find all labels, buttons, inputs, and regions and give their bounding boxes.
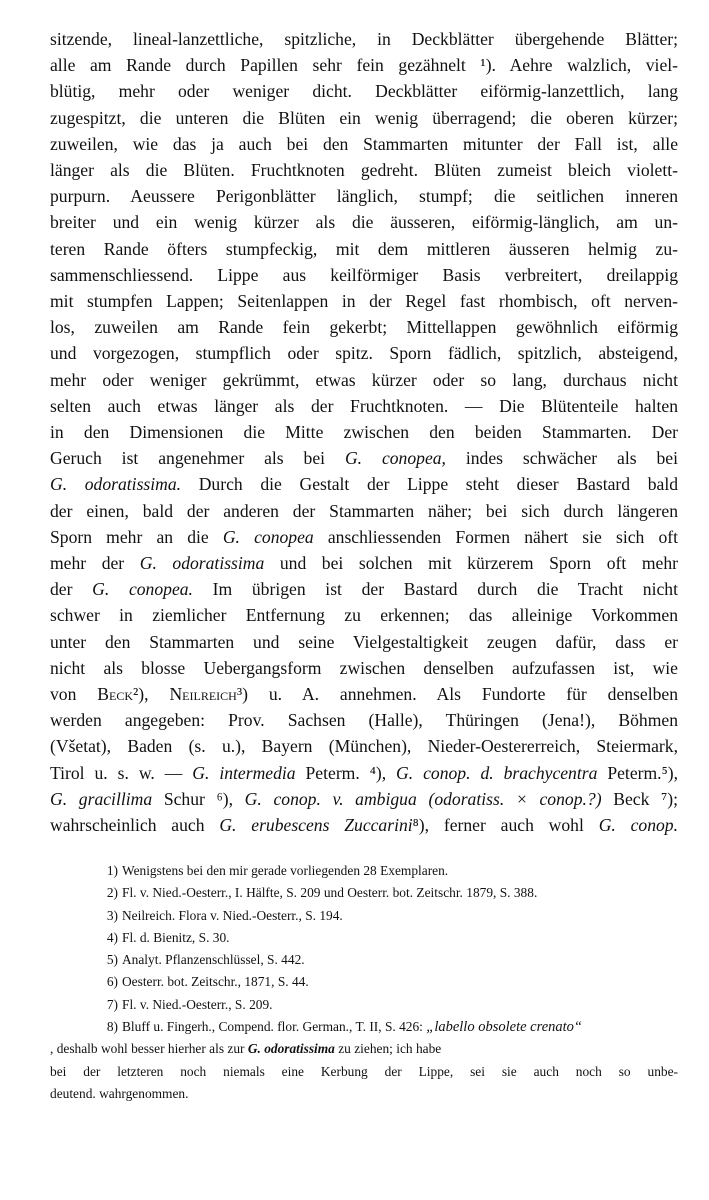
footnote-mark: 6)	[106, 974, 118, 990]
footnote-text: Fl. d. Bienitz, S. 30.	[122, 929, 230, 945]
footnote-mark: 7)	[106, 996, 118, 1012]
text-run: Schur ⁶),	[152, 788, 245, 809]
text-run: Im übrigen ist der Bastard durch die Tracht nicht	[192, 579, 678, 600]
species-name: G. erubescens Zuccarini	[219, 815, 413, 836]
text-line: und vorgezogen, stumpflich oder spitz. Sporn fädlich, spitzlich, absteigend,	[50, 343, 678, 364]
footnote-mark: 8)	[106, 1019, 118, 1035]
text-line	[50, 760, 678, 786]
footnote-text: Fl. v. Nied.-Oesterr., S. 209.	[122, 996, 273, 1012]
text-line: sammenschliessend. Lippe aus keilförmiger Basis verbreitert, dreilappig	[50, 264, 678, 285]
text-line: unter den Stammarten und seine Vielgestaltigkeit zeugen dafür, dass er	[50, 631, 678, 652]
text-line: (Všetat), Baden (s. u.), Bayern (München), Nieder-Oestererreich, Steiermark,	[50, 736, 678, 757]
text-run: der	[50, 579, 93, 600]
footnote-mark: 1)	[106, 863, 118, 878]
text-line	[50, 524, 678, 550]
species-name: G. conopea.	[92, 579, 193, 600]
text-line	[50, 812, 678, 838]
main-text	[50, 26, 678, 838]
footnote	[50, 971, 678, 993]
text-line: purpurn. Aeussere Perigonblätter länglich, stumpf; die seitlichen inneren	[50, 186, 678, 207]
text-run: Beck ⁷);	[601, 788, 678, 809]
footnote-mark: 2)	[106, 885, 118, 901]
text-run: anschliessenden Formen nähert sie sich oft	[313, 526, 678, 547]
text-line: blütig, mehr oder weniger dicht. Deckblätter eiförmig-lanzettlich, lang	[50, 81, 678, 102]
text-line: zuweilen, wie das ja auch bei den Stammarten mitunter der Fall ist, alle	[50, 133, 678, 154]
text-run: ³) u. A. annehmen. Als Fundorte für denselben	[236, 684, 679, 705]
footnote-mark: 4)	[106, 929, 118, 945]
text-run: Geruch ist angenehmer als bei	[50, 448, 345, 469]
species-name: G. odoratissima	[139, 553, 265, 574]
footnote-text: Wenigstens bei den mir gerade vorliegenden 28 Exemplaren.	[122, 863, 449, 878]
text-run: mehr der	[50, 553, 140, 574]
text-run: ²),	[133, 684, 170, 705]
text-line: nicht als blosse Uebergangsform zwischen denselben aufzufassen ist, wie	[50, 657, 678, 678]
text-line	[50, 550, 678, 576]
species-name: G. conopea	[222, 526, 314, 547]
text-line: alle am Rande durch Papillen sehr fein gezähnelt ¹). Aehre walzlich, viel-	[50, 55, 678, 76]
footnote-text: Fl. v. Nied.-Oesterr., I. Hälfte, S. 209 und Oesterr. bot. Zeitschr. 1879, S. 388.	[122, 885, 538, 901]
footnote-text: Bluff u. Fingerh., Compend. flor. German., T. II, S. 426:	[122, 1019, 427, 1035]
footnote-text: Oesterr. bot. Zeitschr., 1871, S. 44.	[122, 974, 309, 990]
footnote-mark: 3)	[106, 907, 118, 923]
species-name: G. conop. v. ambigua (odoratiss. × conop.?)	[244, 788, 602, 809]
text-run: von	[50, 684, 98, 705]
footnote	[50, 882, 678, 904]
species-name: G. conopea,	[344, 448, 446, 469]
text-run: und bei solchen mit kürzerem Sporn oft mehr	[264, 553, 678, 574]
footnote	[50, 994, 678, 1016]
text-line: teren Rande öfters stumpfeckig, mit dem mittleren äusseren helmig zu-	[50, 238, 678, 259]
text-line: länger als die Blüten. Fruchtknoten gedreht. Blüten zumeist bleich violett-	[50, 160, 678, 181]
text-line: in den Dimensionen die Mitte zwischen den beiden Stammarten. Der	[50, 422, 678, 443]
text-run: ⁸), ferner auch wohl	[412, 815, 599, 836]
text-line	[50, 471, 678, 497]
footnote-text: , deshalb wohl besser hierher als zur	[50, 1041, 248, 1057]
species-name	[248, 1041, 335, 1056]
author-name: Beck	[97, 684, 134, 705]
text-line	[50, 786, 678, 812]
footnote-text: zu ziehen; ich habe	[334, 1041, 442, 1057]
species-name: G. conop.	[598, 815, 678, 836]
species-name: G. conop. d. brachycentra	[396, 762, 598, 783]
species-name: G. odoratissima.	[50, 474, 182, 495]
latin-quote: „labello obsolete crenato“	[426, 1019, 582, 1036]
text-run: Durch die Gestalt der Lippe steht dieser Bastard bald	[181, 474, 679, 495]
text-run: wahrscheinlich auch	[50, 815, 220, 836]
text-line: los, zuweilen am Rande fein gekerbt; Mittellappen gewöhnlich eiförmig	[50, 317, 678, 338]
footnote-continuation: deutend. wahrgenommen.	[50, 1085, 189, 1101]
footnote	[50, 927, 678, 949]
text-line: selten auch etwas länger als der Fruchtknoten. — Die Blütenteile halten	[50, 395, 678, 416]
text-line	[50, 681, 678, 707]
text-run: Sporn mehr an die	[50, 526, 223, 547]
text-line: der einen, bald der anderen der Stammarten näher; bei sich durch längeren	[50, 500, 678, 521]
text-line: schwer in ziemlicher Entfernung zu erkennen; das alleinige Vorkommen	[50, 605, 678, 626]
footnotes	[50, 860, 678, 1105]
footnote-text: Neilreich. Flora v. Nied.-Oesterr., S. 194.	[122, 907, 343, 923]
author-name: Neilreich	[169, 684, 237, 705]
text-line: breiter und ein wenig kürzer als die äusseren, eiförmig-länglich, am un-	[50, 212, 678, 233]
text-line: sitzende, lineal-lanzettliche, spitzliche, in Deckblätter übergehende Blätter;	[50, 29, 678, 49]
footnote	[50, 949, 678, 971]
text-line: mit stumpfen Lappen; Seitenlappen in der Regel fast rhombisch, oft nerven-	[50, 291, 678, 312]
footnote	[50, 860, 678, 882]
species-name: G. intermedia	[192, 762, 296, 783]
text-line	[50, 576, 678, 602]
footnote	[50, 1016, 678, 1038]
species-name: G. gracillima	[50, 788, 153, 809]
footnote-continuation: bei der letzteren noch niemals eine Kerbung der Lippe, sei sie auch noch so unbe-	[50, 1063, 678, 1079]
text-line	[50, 445, 678, 471]
footnote-text: Analyt. Pflanzenschlüssel, S. 442.	[122, 952, 305, 968]
text-run: Tirol u. s. w. —	[50, 762, 193, 783]
text-run: Peterm. ⁴),	[295, 762, 397, 783]
text-run: Peterm.⁵),	[597, 762, 678, 783]
footnote-continuation	[50, 1038, 678, 1060]
species-name-text: G. odoratissima	[247, 1041, 335, 1057]
text-line: mehr oder weniger gekrümmt, etwas kürzer oder so lang, durchaus nicht	[50, 369, 678, 390]
text-run: indes schwächer als bei	[445, 448, 678, 469]
footnote-mark: 5)	[106, 952, 118, 968]
text-line: werden angegeben: Prov. Sachsen (Halle), Thüringen (Jena!), Böhmen	[50, 710, 678, 731]
text-line: zugespitzt, die unteren die Blüten ein wenig überragend; die oberen kürzer;	[50, 107, 678, 128]
footnote	[50, 905, 678, 927]
